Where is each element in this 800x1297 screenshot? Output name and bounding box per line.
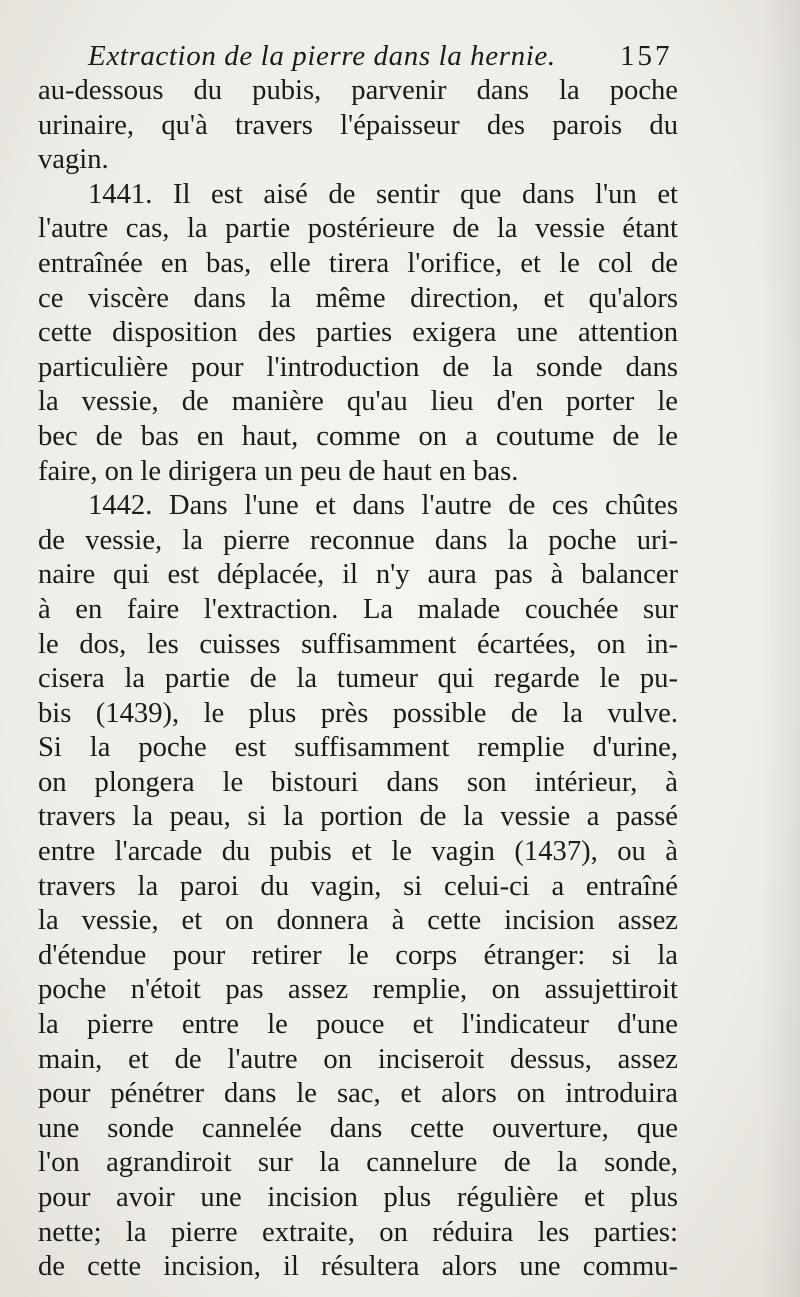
text-line: particulière pour l'introduction de la sonde dans bbox=[38, 351, 678, 383]
text-line: la pierre entre le pouce et l'indicateur d'une bbox=[38, 1009, 678, 1041]
text-line: on plongera le bistouri dans son intérieur, à bbox=[38, 766, 678, 798]
text-line: travers la paroi du vagin, si celui-ci a entraîné bbox=[38, 870, 678, 902]
header-title: Extraction de la pierre dans la hernie. bbox=[88, 40, 556, 72]
text-line: une sonde cannelée dans cette ouverture, que bbox=[38, 1112, 678, 1144]
text-line: de vessie, la pierre reconnue dans la poche uri- bbox=[38, 524, 678, 556]
text-line: l'on agrandiroit sur la cannelure de la sonde, bbox=[38, 1147, 678, 1179]
text-line: à en faire l'extraction. La malade couchée sur bbox=[38, 593, 678, 625]
text-line: urinaire, qu'à travers l'épaisseur des parois du bbox=[38, 109, 678, 141]
paragraph-1442: 1442. Dans l'une et dans l'autre de ces chûtes bbox=[88, 490, 678, 522]
text-line: cisera la partie de la tumeur qui regarde le pu- bbox=[38, 663, 678, 695]
page-number: 157 bbox=[620, 40, 673, 72]
text-line: la vessie, et on donnera à cette incision assez bbox=[38, 905, 678, 937]
text-line: travers la peau, si la portion de la vessie a passé bbox=[38, 801, 678, 833]
text-line: l'autre cas, la partie postérieure de la vessie étant bbox=[38, 213, 678, 245]
text-line: pour avoir une incision plus régulière et plus bbox=[38, 1182, 678, 1213]
text-line: vagin. bbox=[38, 144, 109, 176]
text-line: au-dessous du pubis, parvenir dans la poche bbox=[38, 75, 678, 106]
text-line: la vessie, de manière qu'au lieu d'en porter le bbox=[38, 386, 678, 418]
text-line: d'étendue pour retirer le corps étranger: si la bbox=[38, 939, 678, 971]
page-edge-shadow bbox=[760, 0, 800, 1297]
text-line: poche n'étoit pas assez remplie, on assujettiroit bbox=[38, 974, 678, 1006]
text-line: cette disposition des parties exigera une attention bbox=[38, 317, 678, 349]
paragraph-1441: 1441. Il est aisé de sentir que dans l'un et bbox=[88, 178, 678, 210]
body-text bbox=[38, 74, 678, 1285]
text-line: ce viscère dans la même direction, et qu'alors bbox=[38, 282, 678, 314]
text-line: naire qui est déplacée, il n'y aura pas à balancer bbox=[38, 559, 678, 591]
text-line: faire, on le dirigera un peu de haut en bas. bbox=[38, 455, 519, 487]
text-line: bec de bas en haut, comme on a coutume de le bbox=[38, 420, 678, 452]
text-line: entre l'arcade du pubis et le vagin (1437), ou à bbox=[38, 836, 678, 868]
text-line: entraînée en bas, elle tirera l'orifice, et le col de bbox=[38, 247, 678, 279]
text-line: bis (1439), le plus près possible de la vulve. bbox=[38, 697, 678, 729]
text-line: nette; la pierre extraite, on réduira les parties: bbox=[38, 1216, 678, 1248]
text-line: Si la poche est suffisamment remplie d'urine, bbox=[38, 732, 678, 764]
text-line: le dos, les cuisses suffisamment écartées, on in- bbox=[38, 628, 678, 660]
text-line: pour pénétrer dans le sac, et alors on introduira bbox=[38, 1078, 678, 1110]
text-line: de cette incision, il résultera alors une commu- bbox=[38, 1251, 678, 1283]
text-line: main, et de l'autre on inciseroit dessus, assez bbox=[38, 1043, 678, 1075]
